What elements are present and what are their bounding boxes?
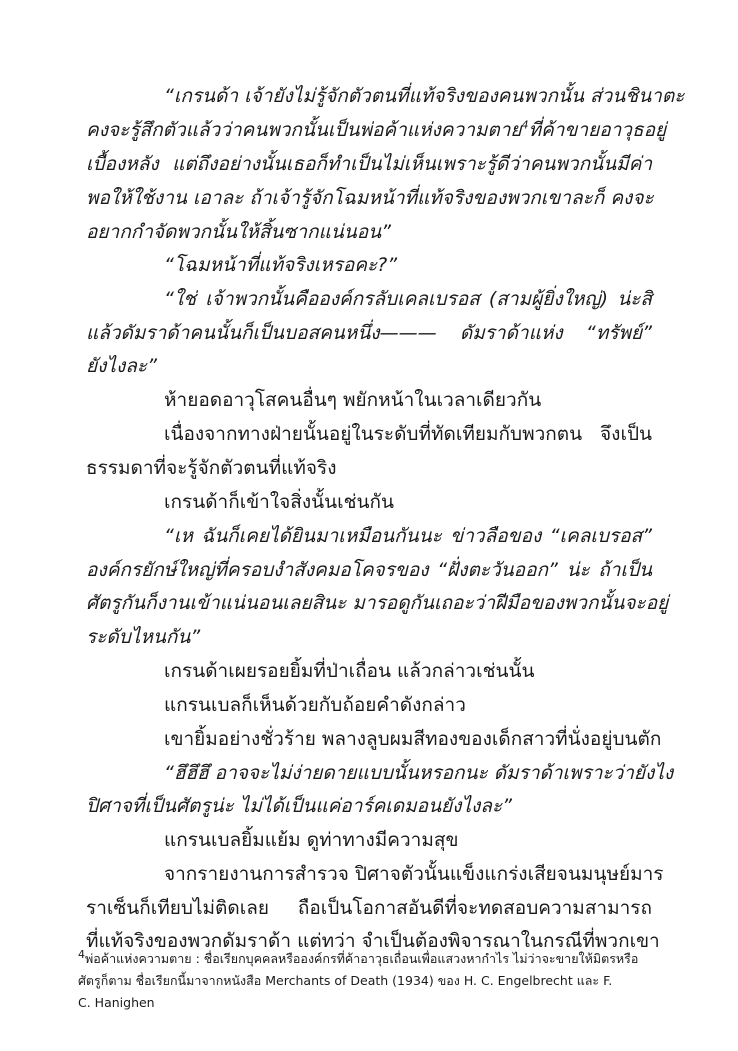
footnote-line: [78, 948, 658, 970]
body-line: “เกรนด้า เจ้ายังไม่รู้จักตัวตนที่แท้จริงของคนพวกนั้น ส่วนชินาตะ: [164, 85, 685, 107]
footnote-number: 4: [78, 947, 85, 961]
body-line: ที่แท้จริงของพวกดัมราด้า แต่ทว่า จำเป็นต้องพิจารณาในกรณีที่พวกเขา: [86, 930, 660, 952]
body-line-part: ที่ค้าขายอาวุธอยู่: [528, 119, 667, 141]
body-line: องค์กรยักษ์ใหญ่ที่ครอบงำสังคมอโคจรของ “ฝั่งตะวันออก” น่ะ ถ้าเป็น: [86, 559, 652, 581]
body-line: แกรนเบลก็เห็นด้วยกับถ้อยคำดังกล่าว: [164, 694, 466, 716]
body-line: ธรรมดาที่จะรู้จักตัวตนที่แท้จริง: [86, 457, 337, 479]
body-line: เขายิ้มอย่างชั่วร้าย พลางลูบผมสีทองของเด็กสาวที่นั่งอยู่บนตัก: [164, 728, 662, 750]
footnote-reference[interactable]: 4: [521, 118, 529, 132]
body-line: จากรายงานการสำรวจ ปิศาจตัวนั้นแข็งแกร่งเสียจนมนุษย์มาร: [164, 863, 664, 885]
body-line: แกรนเบลยิ้มแย้ม ดูท่าทางมีความสุข: [164, 829, 459, 851]
body-line: ยังไงละ”: [86, 355, 157, 377]
body-line: แล้วดัมราด้าคนนั้นก็เป็นบอสคนหนึ่ง——— ดัมราด้าแห่ง “ทรัพย์”: [86, 322, 652, 344]
body-line: ระดับไหนกัน”: [86, 626, 201, 648]
footnote-line: ศัตรูก็ตาม ชื่อเรียกนี้มาจากหนังสือ Merchants of Death (1934) ของ H. C. Engelbrecht และ F.: [78, 973, 613, 988]
body-line: “โฉมหน้าที่แท้จริงเหรอคะ?”: [164, 254, 398, 276]
body-line: เบื้องหลัง แต่ถึงอย่างนั้นเธอก็ทำเป็นไม่เห็นเพราะรู้ดีว่าคนพวกนั้นมีค่า: [86, 153, 652, 175]
body-line: ปิศาจที่เป็นศัตรูน่ะ ไม่ได้เป็นแค่อาร์คเดมอนยังไงละ”: [86, 795, 512, 817]
body-line: ศัตรูกันก็งานเข้าแน่นอนเลยสินะ มารอดูกันเถอะว่าฝีมือของพวกนั้นจะอยู่: [86, 592, 669, 614]
body-line: เนื่องจากทางฝ่ายนั้นอยู่ในระดับที่ทัดเทียมกับพวกตน จึงเป็น: [164, 423, 652, 445]
body-line: พอให้ใช้งาน เอาละ ถ้าเจ้ารู้จักโฉมหน้าที่แท้จริงของพวกเขาละก็ คงจะ: [86, 187, 654, 209]
body-line: อยากกำจัดพวกนั้นให้สิ้นซากแน่นอน”: [86, 221, 391, 243]
body-line: “ใช่ เจ้าพวกนั้นคือองค์กรลับเคลเบรอส (สามผู้ยิ่งใหญ่) น่ะสิ: [164, 288, 652, 310]
body-line: ห้ายอดอาวุโสคนอื่นๆ พยักหน้าในเวลาเดียวกัน: [164, 389, 542, 411]
body-line: [86, 116, 667, 144]
body-line: “ฮึฮึฮึ อาจจะไม่ง่ายดายแบบนั้นหรอกนะ ดัมราด้าเพราะว่ายังไง: [164, 762, 674, 784]
body-line: ราเซ็นก็เทียบไม่ติดเลย ถือเป็นโอกาสอันดีที่จะทดสอบความสามารถ: [86, 897, 652, 919]
footnote-line: C. Hanighen: [78, 995, 155, 1010]
footnote-text: พ่อค้าแห่งความตาย : ชื่อเรียกบุคคลหรือองค์กรที่ค้าอาวุธเถื่อนเพื่อแสวงหากำไร ไม่ว่าจะขายให้มิตรหรือ: [85, 951, 639, 966]
body-line-part: คงจะรู้สึกตัวแล้วว่าคนพวกนั้นเป็นพ่อค้าแห่งความตาย: [86, 119, 522, 141]
body-line: เกรนด้าเผยรอยยิ้มที่ป่าเถื่อน แล้วกล่าวเช่นนั้น: [164, 660, 535, 682]
body-line: “เห ฉันก็เคยได้ยินมาเหมือนกันนะ ข่าวลือของ “เคลเบรอส”: [164, 525, 652, 547]
body-line: เกรนด้าก็เข้าใจสิ่งนั้นเช่นกัน: [164, 491, 394, 513]
